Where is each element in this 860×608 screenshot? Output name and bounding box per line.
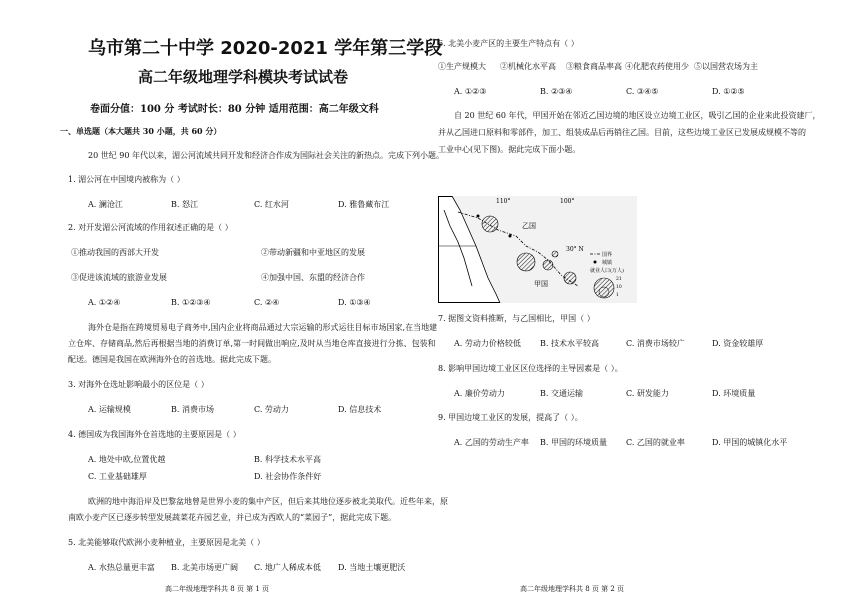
q2-statement-1: ①推动我国的西部大开发 [71,248,159,257]
q7-option-b: B. 技术水平较高 [540,339,599,348]
legend-employment: 就业人口(万人) [590,268,624,274]
q8-option-d: D. 环境质量 [712,389,756,398]
label-30n: 30° N [566,246,584,253]
q8-option-b: B. 交通运输 [540,389,583,398]
question-3: 3. 对海外仓选址影响最小的区位是（ ） [68,380,209,389]
passage-2-line-3: 配送。德国是我国在欧洲海外仓的首选地。据此完成下题。 [68,355,276,364]
label-110: 110° [496,198,511,205]
q4-option-b: B. 科学技术水平高 [254,455,321,464]
town-dot-2 [509,235,512,238]
question-7: 7. 据图文资料推断，与乙国相比，甲国（ ） [438,314,595,323]
q8-option-c: C. 研发能力 [626,389,669,398]
question-2: 2. 对开发湄公河流域的作用叙述正确的是（ ） [68,223,233,232]
footer-page-1: 高二年级地理学科共 8 页 第 1 页 [165,585,270,593]
question-4: 4. 德国成为我国海外仓首选地的主要原因是（ ） [68,430,241,439]
q6-item-5: ⑤以国营农场为主 [694,62,758,71]
label-100: 100° [560,198,575,205]
q7-option-d: D. 资金较雄厚 [712,339,764,348]
q1-option-a: A. 澜沧江 [88,200,123,209]
q2-statement-2: ②带动新疆和中亚地区的发展 [261,248,365,257]
legend-scale-1: 1 [616,293,619,298]
q9-option-c: C. 乙国的就业率 [626,438,685,447]
q1-option-c: C. 红水河 [254,200,289,209]
passage-2-line-1: 海外仓是指在跨境贸易电子商务中,国内企业将商品通过大宗运输的形式运往目标市场国家,在当地建 [88,323,438,332]
question-9: 9. 甲国边境工业区的发展，提高了（ ）。 [438,413,583,422]
exam-meta: 卷面分值：100 分 考试时长：80 分钟 适用范围：高二年级文科 [90,104,379,115]
label-country-b: 乙国 [522,222,536,230]
passage-3-line-2: 南欧小麦产区已逐步转型发展蔬菜花卉园艺业，并已成为西欧人的“菜园子”，据此完成下题。 [68,513,397,522]
q2-option-a: A. ①②④ [88,298,121,307]
passage-3-line-1: 欧洲的地中海沿岸及巴黎盆地曾是世界小麦的集中产区，但后来其地位逐步被北美取代。近些年来，原 [88,497,448,506]
city-circle-5 [564,272,576,284]
q6-item-1: ①生产规模大 [438,62,486,71]
q2-option-c: C. ②④ [254,298,280,307]
city-circle-1 [482,216,498,232]
q6-option-d: D. ①②⑤ [712,87,745,96]
q5-option-d: D. 当地土壤更肥沃 [338,563,406,572]
q7-option-c: C. 消费市场较广 [626,339,685,348]
question-1: 1. 湄公河在中国境内被称为（ ） [68,175,185,184]
question-5: 5. 北美能够取代欧洲小麦种植业，主要原因是北美（ ） [68,538,265,547]
q1-option-d: D. 雅鲁藏布江 [338,200,390,209]
city-circle-2 [517,253,535,271]
legend-scale-large [594,278,614,298]
q2-statement-3: ③促进该流域的旅游业发展 [71,273,167,282]
town-dot-1 [477,215,480,218]
q2-option-b: B. ①②③④ [171,298,211,307]
label-country-a: 甲国 [534,280,548,288]
legend-town: 城镇 [602,260,613,266]
q4-option-c: C. 工业基础雄厚 [88,472,147,481]
legend-town-symbol [594,261,597,264]
city-circle-4 [552,251,558,257]
exam-subtitle: 高二年级地理学科模块考试试卷 [138,68,349,86]
legend-border: 国界 [602,252,613,258]
q6-item-4: ④化肥农药使用少 [625,62,689,71]
q6-option-c: C. ③④⑤ [626,87,659,96]
q5-option-b: B. 北美市场更广阔 [171,563,238,572]
q2-option-d: D. ①③④ [338,298,371,307]
passage-1: 20 世纪 90 年代以来，湄公河流域共同开发和经济合作成为国际社会关注的新热点。完成下列小题。 [88,151,444,160]
q6-option-b: B. ②③④ [540,87,573,96]
legend-scale-21: 21 [616,277,622,282]
border-industry-map [438,196,637,303]
q6-item-2: ②机械化水平高 [500,62,556,71]
question-8: 8. 影响甲国边境工业区区位选择的主导因素是（ ）。 [438,364,623,373]
q5-option-c: C. 地广人稀成本低 [254,563,321,572]
q4-option-a: A. 地处中欧,位置优越 [88,455,166,464]
passage-4-line-3: 工业中心(见下图)。据此完成下面小题。 [438,145,581,154]
city-circle-3 [543,260,553,270]
section-heading: 一、单选题（本大题共 30 小题，共 60 分） [60,126,222,136]
q9-option-b: B. 甲国的环境质量 [540,438,607,447]
q3-option-b: B. 消费市场 [171,405,214,414]
q5-option-a: A. 水热总量更丰富 [88,563,155,572]
footer-page-2: 高二年级地理学科共 8 页 第 2 页 [520,585,625,593]
question-6: 6. 北美小麦产区的主要生产特点有（ ） [438,39,579,48]
exam-title: 乌市第二十中学 2020-2021 学年第三学段 [88,38,443,59]
q1-option-b: B. 怒江 [171,200,198,209]
passage-4-line-2: 并从乙国进口原料和零部件，加工、组装成品后再销往乙国。目前，这些边境工业区已发展成规模不等的 [438,128,806,137]
q3-option-c: C. 劳动力 [254,405,289,414]
q3-option-d: D. 信息技术 [338,405,382,414]
q7-option-a: A. 劳动力价格较低 [454,339,521,348]
q6-option-a: A. ①②③ [454,87,487,96]
q9-option-a: A. 乙国的劳动生产率 [454,438,529,447]
passage-2-line-2: 立仓库、存储商品,然后再根据当地的消费订单,第一时间做出响应,及时从当地仓库直接进行分拣、包装和 [68,339,436,348]
legend-scale-10: 10 [616,285,622,290]
q6-item-3: ③粮食商品率高 [566,62,622,71]
q2-statement-4: ④加强中国、东盟的经济合作 [261,273,365,282]
passage-4-line-1: 自 20 世纪 60 年代，甲国开始在邻近乙国边境的地区设立边境工业区，吸引乙国的企业来此投资建厂， [454,111,821,120]
q8-option-a: A. 廉价劳动力 [454,389,505,398]
q3-option-a: A. 运输规模 [88,405,131,414]
q4-option-d: D. 社会协作条件好 [254,472,322,481]
q9-option-d: D. 甲国的城镇化水平 [712,438,788,447]
